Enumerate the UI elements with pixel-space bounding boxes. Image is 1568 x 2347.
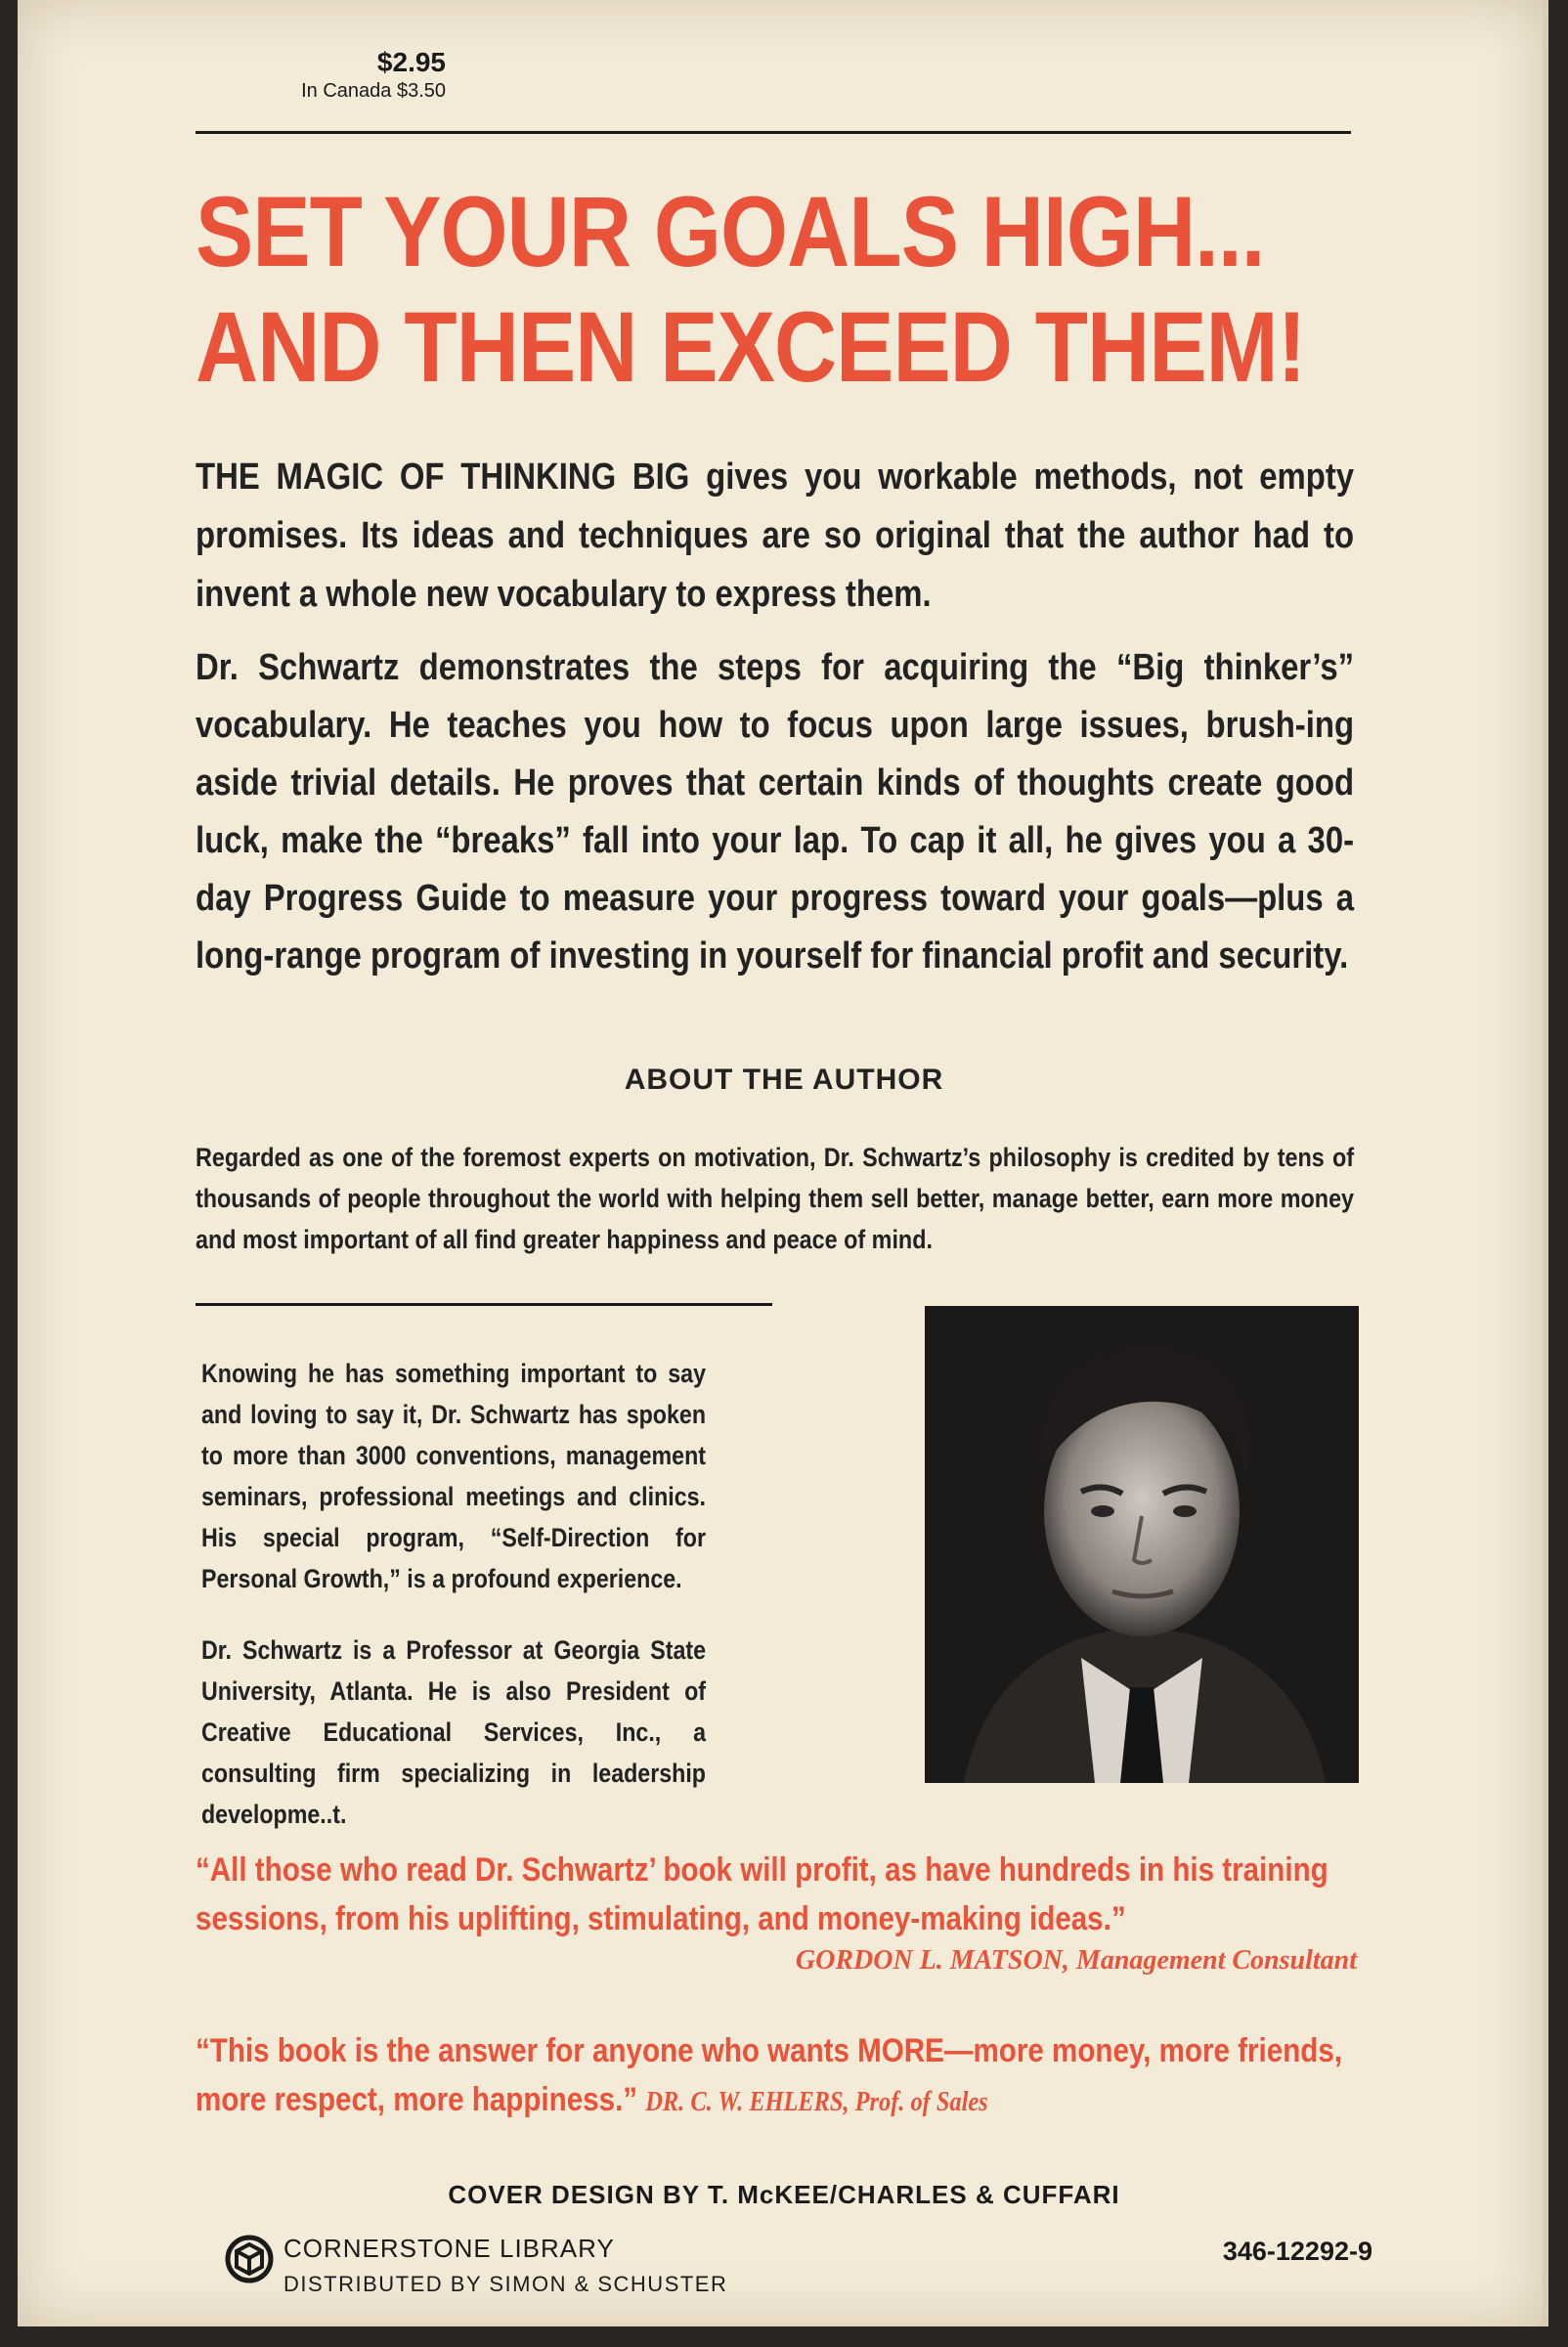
about-paragraph-3: Dr. Schwartz is a Professor at Georgia State University, Atlanta. He is also President of Creative Educational Services, Inc., a consulting firm specializing in leadership developme..t. xyxy=(201,1635,706,1829)
intro-paragraph-1: THE MAGIC OF THINKING BIG gives you workable methods, not empty promises. Its ideas and techniques are so original that the author had to invent a whole new vocabulary to express them. xyxy=(196,456,1355,615)
price-block xyxy=(211,47,446,103)
price-canada: In Canada $3.50 xyxy=(301,80,446,102)
quote-2 xyxy=(196,2026,1361,2127)
about-paragraph-1: Regarded as one of the foremost experts on motivation, Dr. Schwartz’s philosophy is credited by tens of thousands of people throughout the world with helping them sell better, manage better, earn more money and most important of all find greater happiness and peace of mind. xyxy=(196,1143,1355,1254)
headline-line1: SET YOUR GOALS HIGH... xyxy=(196,176,1265,287)
quote-1-author: GORDON L. MATSON, Management Consultant xyxy=(795,1945,1357,1976)
quote-1-text: “All those who read Dr. Schwartz’ book will profit, as have hundreds in his training sessions, from his uplifting, stimulating, and money-making ideas.” xyxy=(196,1851,1328,1937)
isbn: 346-12292-9 xyxy=(1222,2237,1372,2266)
publisher-name: CORNERSTONE LIBRARY xyxy=(283,2234,615,2263)
headline xyxy=(196,174,1306,405)
publisher-block xyxy=(283,2234,727,2297)
about-paragraph-2: Knowing he has something important to say and loving to say it, Dr. Schwartz has spoken to more than 3000 conventions, management seminars, professional meetings and clinics. His special program, “Self-Direction for Personal Growth,” is a profound experience. xyxy=(201,1359,706,1593)
author-portrait xyxy=(925,1306,1359,1783)
cover-design-credit: COVER DESIGN BY T. McKEE/CHARLES & CUFFARI xyxy=(448,2180,1120,2209)
section-rule xyxy=(196,1303,772,1306)
price-main: $2.95 xyxy=(376,47,446,77)
quote-1 xyxy=(196,1846,1361,1943)
about-heading: ABOUT THE AUTHOR xyxy=(624,1064,944,1096)
quote-2-author: DR. C. W. EHLERS, Prof. of Sales xyxy=(645,2087,988,2117)
quote-2-text: “This book is the answer for anyone who wants MORE—more money, more friends, more respect, more happiness.” xyxy=(196,2032,1343,2118)
top-rule xyxy=(196,131,1351,134)
author-portrait-illustration xyxy=(925,1306,1359,1783)
headline-line2: AND THEN EXCEED THEM! xyxy=(196,291,1306,403)
cube-logo-icon xyxy=(225,2235,274,2288)
publisher-distributor: DISTRIBUTED BY SIMON & SCHUSTER xyxy=(283,2272,728,2296)
intro-paragraph-2: Dr. Schwartz demonstrates the steps for acquiring the “Big thinker’s” vocabulary. He teaches you how to focus upon large issues, brush-ing aside trivial details. He proves that certain kinds of thoughts create good luck, make the “breaks” fall into your lap. To cap it all, he gives you a 30-day Progress Guide to measure your progress toward your goals—plus a long-range program of investing in yourself for financial profit and security. xyxy=(196,647,1355,977)
